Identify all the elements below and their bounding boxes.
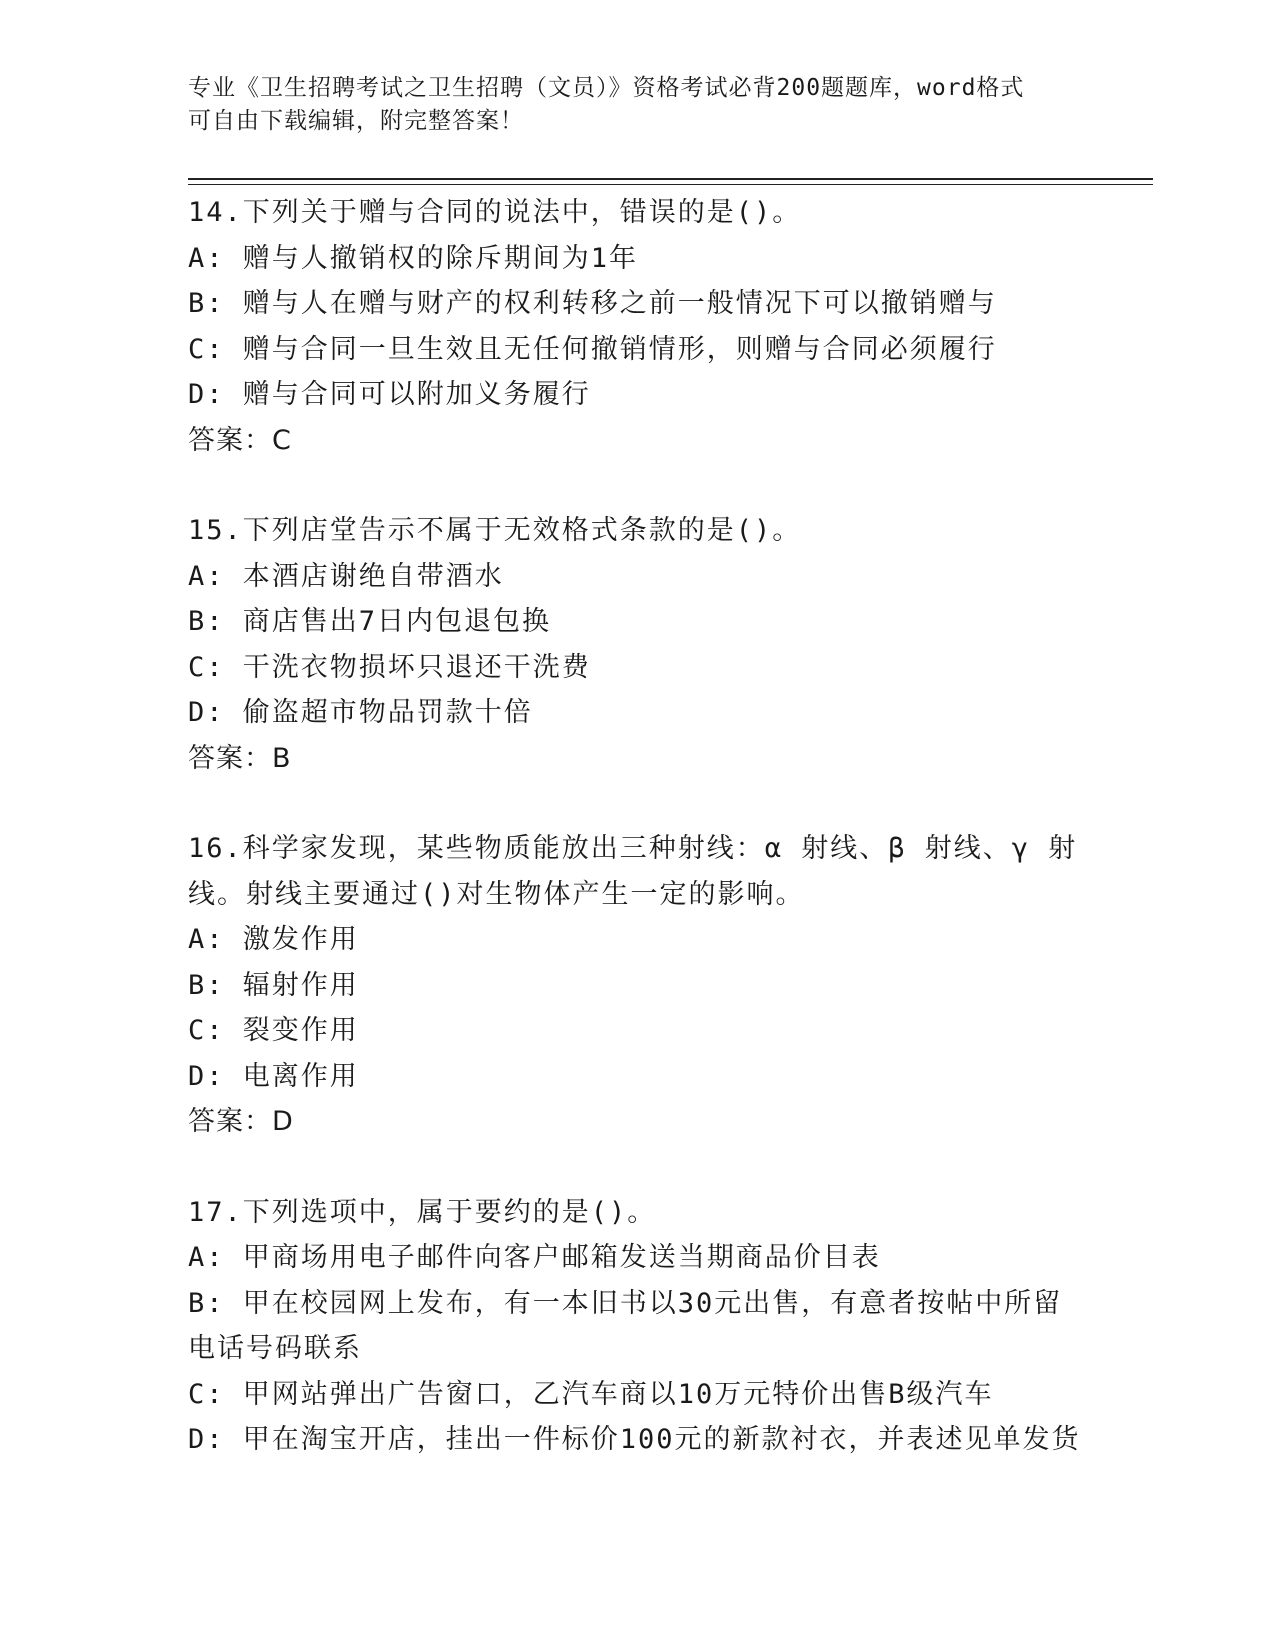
- question-17: [188, 1190, 1088, 1463]
- option-c: C: 干洗衣物损坏只退还干洗费: [188, 651, 591, 683]
- question-list: [188, 190, 1088, 1463]
- option-a: A: 本酒店谢绝自带酒水: [188, 560, 504, 592]
- answer: 答案：D: [188, 1106, 294, 1137]
- option-a: A: 赠与人撤销权的除斥期间为1年: [188, 242, 639, 274]
- option-d: D: 偷盗超市物品罚款十倍: [188, 697, 533, 728]
- question-stem-line-1: 16.科学家发现，某些物质能放出三种射线：α 射线、β 射线、γ 射: [188, 833, 1078, 864]
- answer: 答案：C: [188, 424, 292, 456]
- spacer: [188, 1145, 1088, 1190]
- option-c: C: 甲网站弹出广告窗口，乙汽车商以10万元特价出售B级汽车: [188, 1378, 994, 1410]
- option-b: B: 商店售出7日内包退包换: [188, 606, 552, 637]
- answer: 答案：B: [188, 742, 292, 774]
- option-b: B: 辐射作用: [188, 969, 359, 1001]
- question-stem: 17.下列选项中，属于要约的是()。: [188, 1196, 657, 1228]
- spacer: [188, 463, 1088, 508]
- header-divider-thick: [188, 178, 1153, 180]
- question-stem-line-2: 线。射线主要通过()对生物体产生一定的影响。: [188, 878, 805, 910]
- spacer: [188, 781, 1088, 826]
- question-14: [188, 190, 1088, 463]
- option-b-continued: 电话号码联系: [188, 1333, 362, 1364]
- option-d: D: 赠与合同可以附加义务履行: [188, 379, 591, 410]
- question-stem: 15.下列店堂告示不属于无效格式条款的是()。: [188, 515, 802, 546]
- question-15: [188, 508, 1088, 781]
- option-b: B: 赠与人在赠与财产的权利转移之前一般情况下可以撤销赠与: [188, 288, 997, 319]
- option-a: A: 激发作用: [188, 924, 359, 955]
- option-c: C: 赠与合同一旦生效且无任何撤销情形，则赠与合同必须履行: [188, 333, 997, 365]
- option-d: D: 电离作用: [188, 1060, 359, 1092]
- question-16: [188, 826, 1088, 1145]
- option-c: C: 裂变作用: [188, 1015, 359, 1046]
- option-d: D: 甲在淘宝开店，挂出一件标价100元的新款衬衣，并表述见单发货: [188, 1424, 1081, 1455]
- header-line-1: 专业《卫生招聘考试之卫生招聘（文员）》资格考试必背200题题库，word格式: [188, 75, 1025, 101]
- header-line-2: 可自由下载编辑，附完整答案！: [188, 108, 524, 134]
- header-divider-thin: [188, 184, 1153, 185]
- option-a: A: 甲商场用电子邮件向客户邮箱发送当期商品价目表: [188, 1242, 881, 1273]
- question-stem: 14.下列关于赠与合同的说法中，错误的是()。: [188, 197, 802, 228]
- option-b: B: 甲在校园网上发布，有一本旧书以30元出售，有意者按帖中所留: [188, 1287, 1063, 1319]
- document-header: [188, 72, 1088, 138]
